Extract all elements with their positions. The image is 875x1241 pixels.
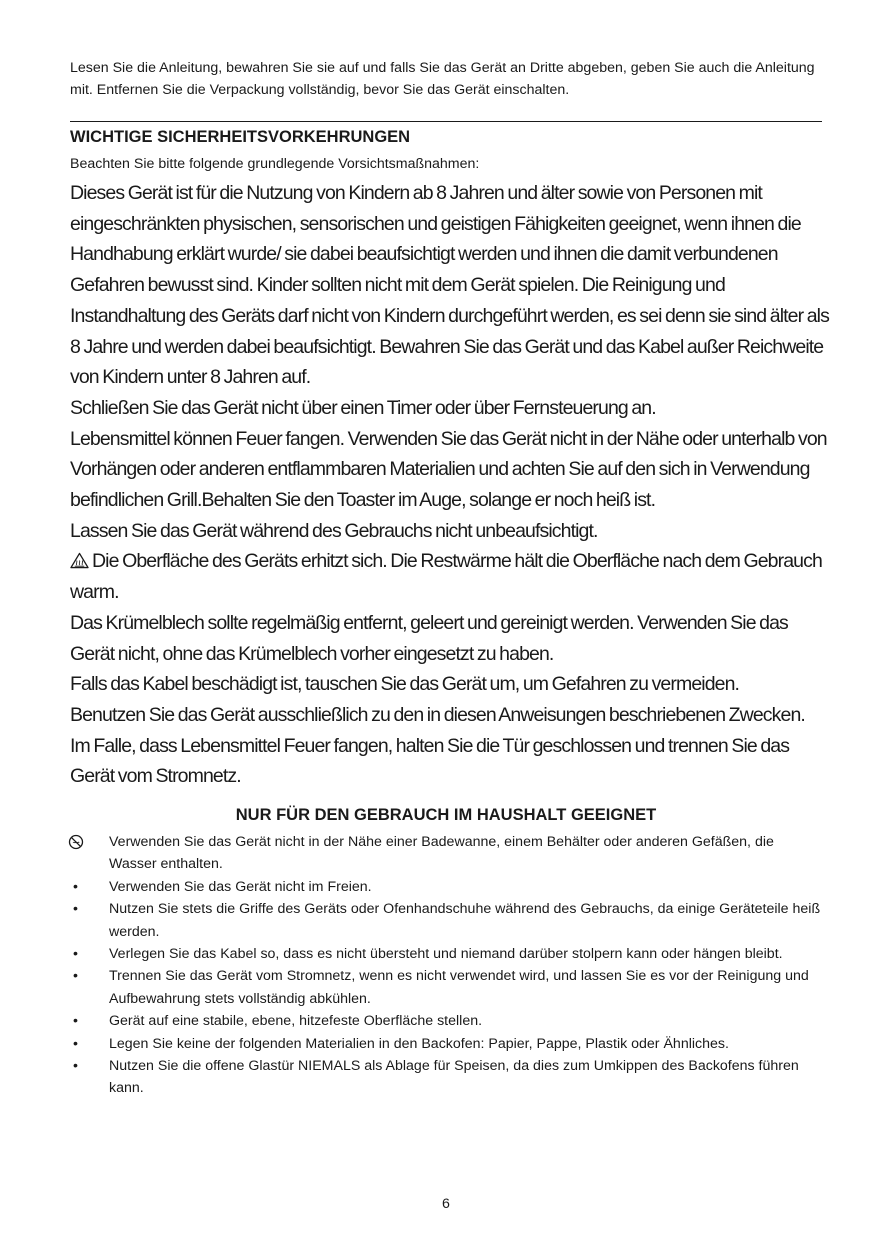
list-item: • Nutzen Sie stets die Griffe des Geräts oder Ofenhandschuhe während des Gebrauchs, da einige Geräteteile heiß werden.: [70, 898, 822, 943]
list-item: • Legen Sie keine der folgenden Materialien in den Backofen: Papier, Pappe, Plastik oder Ähnliches.: [70, 1033, 822, 1055]
list-item: • Trennen Sie das Gerät vom Stromnetz, wenn es nicht verwendet wird, und lassen Sie es vor der Reinigung und Aufbewahrung stets vollständig abkühlen.: [70, 965, 822, 1010]
bullet-marker: •: [73, 1058, 78, 1075]
bullet-marker: •: [73, 946, 78, 963]
section-divider: [70, 121, 822, 122]
safety-paragraph-timer: Schließen Sie das Gerät nicht über einen Timer oder über Fernsteuerung an.: [70, 396, 656, 419]
safety-paragraph-crumb-tray: Das Krümelblech sollte regelmäßig entfernt, geleert und gereinigt werden. Verwenden Sie das Gerät nicht, ohne das Krümelblech vorher eingesetzt zu haben.: [70, 611, 788, 665]
household-list: [70, 831, 822, 1100]
intro-text: Lesen Sie die Anleitung, bewahren Sie sie auf und falls Sie das Gerät an Dritte abgeben, geben Sie auch die Anleitung mit. Entfernen Sie die Verpackung vollständig, bevor Sie das Gerät einschalten.: [70, 60, 815, 98]
hot-surface-warning-icon: [70, 552, 89, 569]
safety-paragraph-fire: Lebensmittel können Feuer fangen. Verwenden Sie das Gerät nicht in der Nähe oder unterhalb von Vorhängen oder anderen entflammbaren Materialien und achten Sie auf den sich in Verwendung befindlichen Grill.Behalten Sie den Toaster im Auge, solange er noch heiß ist.: [70, 427, 827, 512]
bullet-marker: •: [73, 1035, 78, 1052]
list-item: • Verlegen Sie das Kabel so, dass es nicht übersteht und niemand darüber stolpern kann oder hängen bleibt.: [70, 943, 822, 965]
list-item: • Verwenden Sie das Gerät nicht im Freien.: [70, 876, 822, 898]
manual-page: [70, 0, 829, 1241]
list-item: • Nutzen Sie die offene Glastür NIEMALS als Ablage für Speisen, da dies zum Umkippen des Backofens führen kann.: [70, 1055, 822, 1100]
bullet-marker: •: [73, 1013, 78, 1030]
safety-heading: WICHTIGE SICHERHEITSVORKEHRUNGEN: [70, 128, 411, 146]
safety-subheading: Beachten Sie bitte folgende grundlegende Vorsichtsmaßnahmen:: [70, 156, 480, 172]
bullet-marker: •: [73, 901, 78, 918]
safety-paragraph-purpose: Benutzen Sie das Gerät ausschließlich zu den in diesen Anweisungen beschriebenen Zwecken.: [70, 703, 805, 726]
bullet-marker: •: [73, 968, 78, 985]
safety-paragraph-hot-surface: [70, 546, 830, 607]
page-number: 6: [442, 1196, 450, 1212]
safety-paragraph-children: Dieses Gerät ist für die Nutzung von Kindern ab 8 Jahren und älter sowie von Personen mit eingeschränkten physischen, sensorischen und geistigen Fähigkeiten geeignet, wenn ihnen die Handhabung erklärt wurde/ sie dabei beaufsichtigt werden und ihnen die damit verbundenen Gefahren bewusst sind. Kinder sollten nicht mit dem Gerät spielen. Die Reinigung und Instandhaltung des Geräts darf nicht von Kindern durchgeführt werden, es sei denn sie sind älter als 8 Jahre und werden dabei beaufsichtigt. Bewahren Sie das Gerät und das Kabel außer Reichweite von Kindern unter 8 Jahren auf.: [70, 182, 829, 389]
no-water-icon: [68, 834, 84, 850]
bullet-marker: •: [73, 878, 78, 895]
hot-surface-text: Die Oberfläche des Geräts erhitzt sich. Die Restwärme hält die Oberfläche nach dem Gebrauch warm.: [70, 550, 822, 604]
safety-instructions: [70, 178, 830, 792]
safety-paragraph-food-fire: Im Falle, dass Lebensmittel Feuer fangen, halten Sie die Tür geschlossen und trennen Sie das Gerät vom Stromnetz.: [70, 734, 790, 788]
household-heading: NUR FÜR DEN GEBRAUCH IM HAUSHALT GEEIGNET: [235, 806, 657, 824]
list-item: Verwenden Sie das Gerät nicht in der Nähe einer Badewanne, einem Behälter oder anderen Gefäßen, die Wasser enthalten.: [70, 831, 822, 876]
list-item: • Gerät auf eine stabile, ebene, hitzefeste Oberfläche stellen.: [70, 1010, 822, 1032]
safety-paragraph-cable: Falls das Kabel beschädigt ist, tauschen Sie das Gerät um, um Gefahren zu vermeiden.: [70, 673, 740, 696]
safety-paragraph-unattended: Lassen Sie das Gerät während des Gebrauchs nicht unbeaufsichtigt.: [70, 519, 598, 542]
